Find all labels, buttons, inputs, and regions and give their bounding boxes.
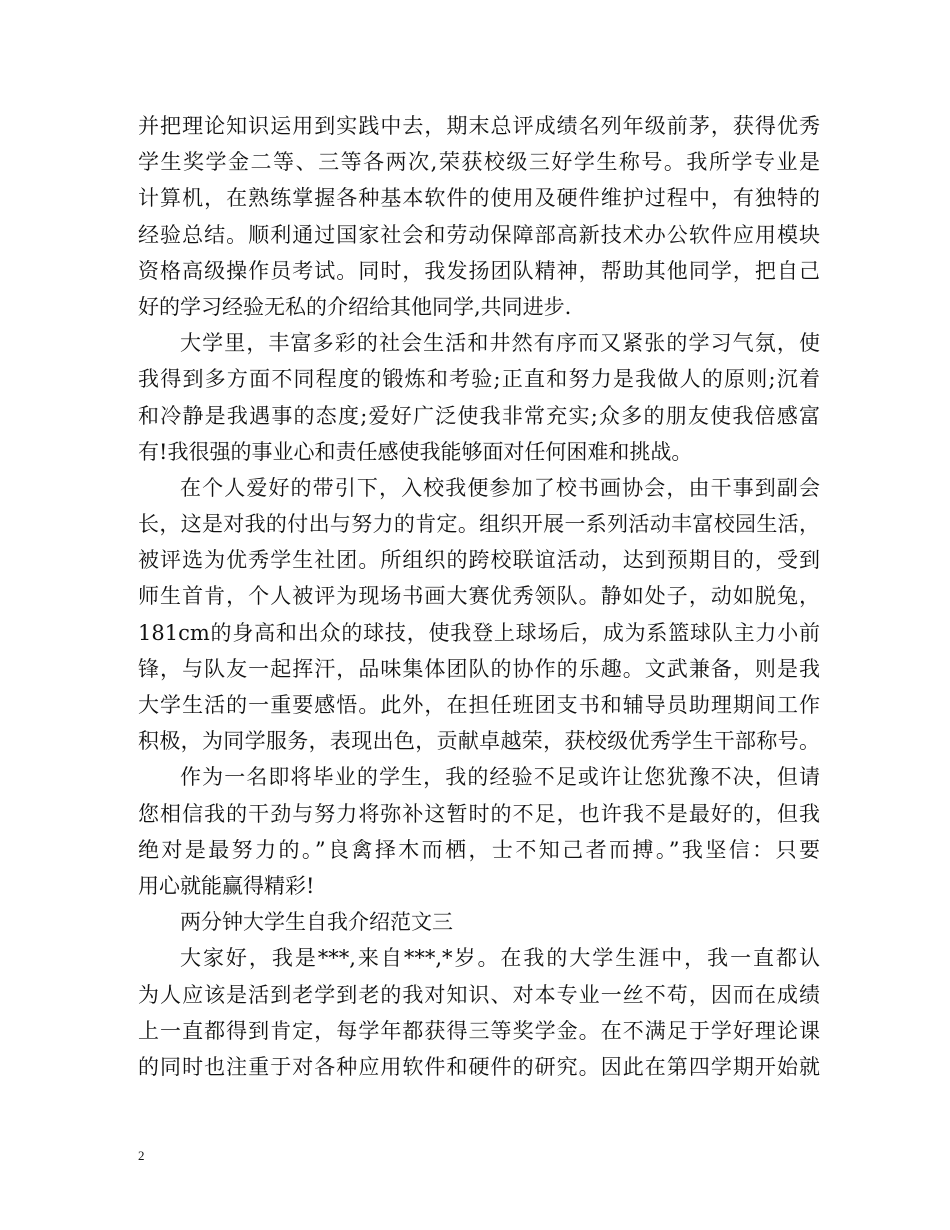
text-line: 计算机，在熟练掌握各种基本软件的使用及硬件维护过程中，有独特的 (138, 186, 820, 211)
text-line: 的同时也注重于对各种应用软件和硬件的研究。因此在第四学期开始就 (138, 1054, 820, 1079)
text-line: 181cm的身高和出众的球技，使我登上球场后，成为系篮球队主力小前 (138, 620, 820, 645)
text-line: 锋，与队友一起挥汗，品味集体团队的协作的乐趣。文武兼备，则是我 (138, 656, 820, 681)
text-line: 并把理论知识运用到实践中去，期末总评成绩名列年级前茅，获得优秀 (138, 114, 820, 138)
text-line: 有!我很强的事业心和责任感使我能够面对任何困难和挑战。 (138, 439, 693, 464)
text-line: 被评选为优秀学生社团。所组织的跨校联谊活动，达到预期目的，受到 (138, 548, 820, 573)
section-heading: 两分钟大学生自我介绍范文三 (180, 910, 453, 935)
text-line: 经验总结。顺利通过国家社会和劳动保障部高新技术办公软件应用模块 (138, 222, 820, 247)
paragraph-first-line: 大学里，丰富多彩的社会生活和井然有序而又紧张的学习气氛，使 (180, 331, 820, 356)
text-line: 长，这是对我的付出与努力的肯定。组织开展一系列活动丰富校园生活， (138, 512, 820, 537)
text-line: 为人应该是活到老学到老的我对知识、对本专业一丝不苟，因而在成绩 (138, 982, 820, 1007)
paragraph-first-line: 在个人爱好的带引下，入校我便参加了校书画协会，由干事到副会 (180, 475, 820, 500)
text-line: 积极，为同学服务，表现出色，贡献卓越荣，获校级优秀学生干部称号。 (138, 729, 820, 754)
document-body (138, 108, 820, 1085)
text-line: 我得到多方面不同程度的锻炼和考验;正直和努力是我做人的原则;沉着 (138, 367, 820, 392)
text-line: 师生首肯，个人被评为现场书画大赛优秀领队。静如处子，动如脱兔， (138, 584, 820, 609)
page-number: 2 (138, 1148, 145, 1163)
text-line: 大学生活的一重要感悟。此外，在担任班团支书和辅导员助理期间工作 (138, 693, 820, 717)
text-line: 绝对是最努力的。”良禽择木而栖，士不知己者而搏。”我坚信：只要 (138, 837, 820, 862)
text-line: 上一直都得到肯定，每学年都获得三等奖学金。在不满足于学好理论课 (138, 1018, 820, 1043)
paragraph-first-line: 作为一名即将毕业的学生，我的经验不足或许让您犹豫不决，但请 (180, 765, 820, 790)
text-line: 您相信我的干劲与努力将弥补这暂时的不足，也许我不是最好的，但我 (138, 801, 820, 826)
text-line: 好的学习经验无私的介绍给其他同学,共同进步. (138, 294, 572, 319)
text-line: 资格高级操作员考试。同时，我发扬团队精神，帮助其他同学，把自己 (138, 258, 820, 283)
text-line: 和冷静是我遇事的态度;爱好广泛使我非常充实;众多的朋友使我倍感富 (138, 403, 820, 428)
text-line: 用心就能赢得精彩! (138, 873, 315, 898)
text-line: 学生奖学金二等、三等各两次,荣获校级三好学生称号。我所学专业是 (138, 150, 820, 175)
paragraph-first-line: 大家好，我是***,来自***,*岁。在我的大学生涯中，我一直都认 (180, 946, 820, 971)
